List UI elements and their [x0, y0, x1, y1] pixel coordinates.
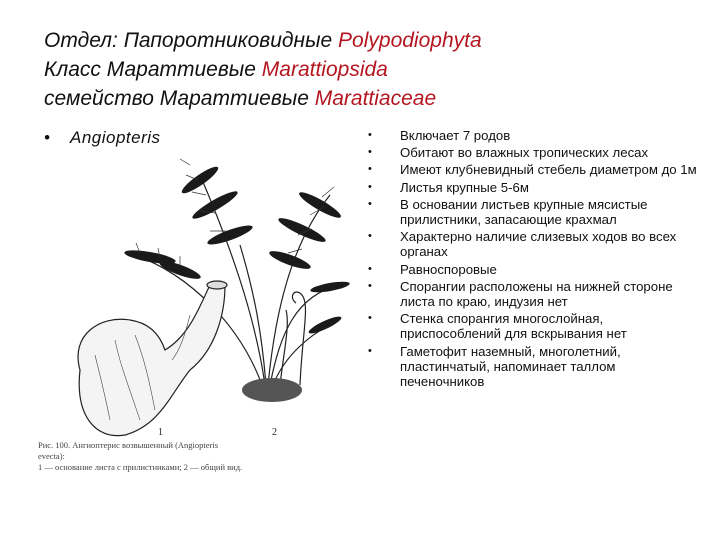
list-item — [368, 145, 698, 160]
bullet-icon: • — [368, 279, 372, 292]
division-latin-name: Polypodiophyta — [338, 29, 482, 52]
bullet-icon: • — [368, 163, 372, 176]
list-item — [368, 180, 698, 195]
bullet-icon: • — [368, 197, 372, 210]
list-item — [368, 279, 698, 309]
list-item — [368, 128, 698, 143]
fact-text: Имеют клубневидный стебель диаметром до 1м — [400, 162, 697, 178]
bullet-icon: • — [368, 230, 372, 243]
facts-list — [368, 128, 698, 391]
bullet-icon: • — [368, 180, 372, 193]
family-label: семейство Мараттиевые — [44, 87, 315, 110]
caption-line-1: Рис. 100. Ангиоптерис возвышенный (Angiopteris — [38, 440, 219, 450]
fact-text: Равноспоровые — [400, 261, 497, 277]
class-label: Класс Мараттиевые — [44, 58, 262, 81]
fact-text: Обитают во влажных тропических лесах — [400, 145, 649, 161]
angiopteris-illustration — [40, 135, 370, 475]
figure-label-1: 1 — [158, 427, 163, 438]
division-label: Отдел: Папоротниковидные — [44, 29, 339, 52]
fact-text: В основании листьев крупные мясистые прилистники, запасающие крахмал — [400, 196, 648, 228]
fact-text: Включает 7 родов — [400, 128, 511, 143]
list-item — [368, 262, 698, 277]
bullet-icon: • — [368, 262, 372, 275]
fern-drawing — [40, 135, 370, 475]
slide-title — [44, 26, 694, 113]
bullet-icon: • — [368, 344, 372, 357]
list-item — [368, 197, 698, 227]
title-line-family — [44, 84, 694, 113]
bullet-icon: • — [368, 129, 372, 141]
fact-text: Характерно наличие слизевых ходов во всех органах — [400, 229, 677, 260]
bullet-icon: • — [368, 312, 372, 325]
family-latin-name: Marattiaceae — [314, 87, 437, 110]
list-item — [368, 311, 698, 341]
fact-text: Гаметофит наземный, многолетний, пластинчатый, напоминает таллом печеночников — [400, 343, 621, 390]
fact-text: Стенка спорангия многослойная, приспособлений для вскрывания нет — [400, 311, 627, 342]
bullet-icon: • — [368, 146, 372, 159]
title-line-division — [44, 26, 694, 55]
list-item — [368, 229, 698, 259]
caption-line-3: 1 — основание листа с прилистниками; 2 — общий вид. — [38, 462, 243, 472]
list-item — [368, 162, 698, 177]
fact-text: Спорангии расположены на нижней стороне листа по краю, индузия нет — [400, 278, 673, 310]
caption-line-2: evecta): — [38, 451, 65, 461]
list-item — [368, 344, 698, 390]
class-latin-name: Marattiopsida — [261, 58, 388, 81]
title-line-class — [44, 55, 694, 84]
fact-text: Листья крупные 5-6м — [400, 179, 529, 195]
figure-caption — [38, 440, 338, 473]
bullet-icon: • — [44, 128, 50, 147]
genus-name: Angiopteris — [70, 128, 161, 147]
figure-label-2: 2 — [272, 427, 277, 438]
